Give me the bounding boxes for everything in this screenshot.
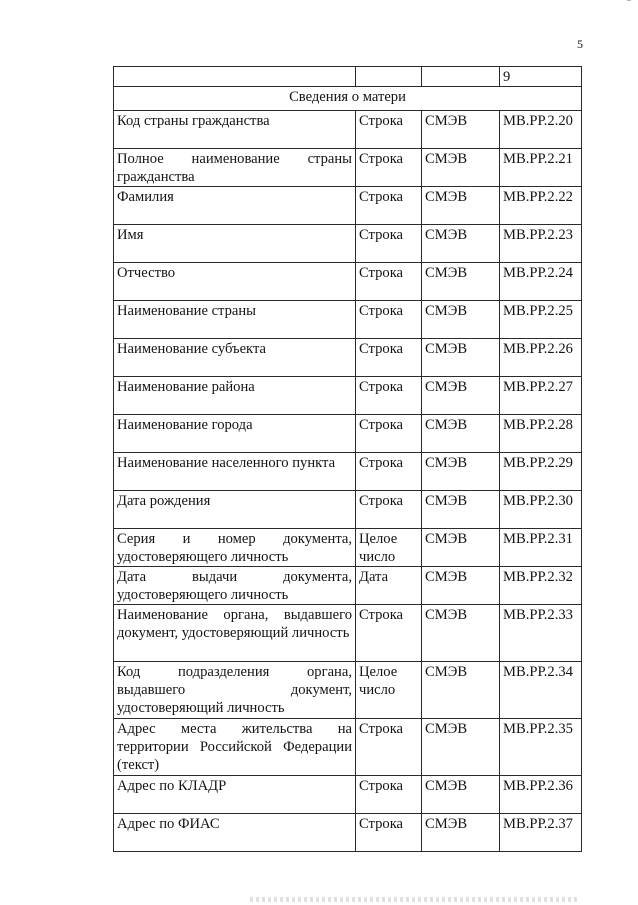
cell-type: Строка bbox=[356, 263, 422, 301]
cell-system: СМЭВ bbox=[422, 605, 500, 662]
table-row bbox=[114, 225, 582, 263]
section-title: Сведения о матери bbox=[114, 87, 582, 111]
cell-code: МВ.РР.2.25 bbox=[500, 301, 582, 339]
cell-type: Строка bbox=[356, 111, 422, 149]
cell-name: Имя bbox=[114, 225, 356, 263]
scan-corner-mark bbox=[627, 0, 631, 5]
cell-system: СМЭВ bbox=[422, 301, 500, 339]
table-row bbox=[114, 453, 582, 491]
table-row bbox=[114, 567, 582, 605]
cell-name: Наименование района bbox=[114, 377, 356, 415]
page-number: 5 bbox=[577, 37, 583, 51]
cell-code: МВ.РР.2.30 bbox=[500, 491, 582, 529]
section-header-row bbox=[114, 87, 582, 111]
cell-code: МВ.РР.2.35 bbox=[500, 719, 582, 776]
table-row bbox=[114, 529, 582, 567]
cell-type: Строка bbox=[356, 415, 422, 453]
cell-type: Строка bbox=[356, 225, 422, 263]
cell-type: Строка bbox=[356, 814, 422, 852]
cell-name: Код подразделения органа, выдавшего документ, удостоверяющий личность bbox=[114, 662, 356, 719]
cell-system: СМЭВ bbox=[422, 225, 500, 263]
cell-type: Целое число bbox=[356, 662, 422, 719]
cell-name: Дата рождения bbox=[114, 491, 356, 529]
scan-artifact bbox=[250, 897, 580, 902]
table-row bbox=[114, 662, 582, 719]
cell-name: Наименование субъекта bbox=[114, 339, 356, 377]
cell-type: Строка bbox=[356, 377, 422, 415]
cell-code: МВ.РР.2.23 bbox=[500, 225, 582, 263]
table-row bbox=[114, 491, 582, 529]
cell-code: МВ.РР.2.31 bbox=[500, 529, 582, 567]
table-row bbox=[114, 719, 582, 776]
table-row bbox=[114, 263, 582, 301]
table-row bbox=[114, 377, 582, 415]
cell-code: МВ.РР.2.24 bbox=[500, 263, 582, 301]
cell-system: СМЭВ bbox=[422, 776, 500, 814]
cell-name: Адрес по КЛАДР bbox=[114, 776, 356, 814]
cell-system: СМЭВ bbox=[422, 339, 500, 377]
cell-type: Целое число bbox=[356, 529, 422, 567]
cell-system: СМЭВ bbox=[422, 453, 500, 491]
table-row-top bbox=[114, 67, 582, 87]
cell-code: МВ.РР.2.27 bbox=[500, 377, 582, 415]
cell-name bbox=[114, 67, 356, 87]
cell-code: МВ.РР.2.28 bbox=[500, 415, 582, 453]
cell-code: МВ.РР.2.26 bbox=[500, 339, 582, 377]
cell-code: МВ.РР.2.34 bbox=[500, 662, 582, 719]
cell-type: Строка bbox=[356, 453, 422, 491]
cell-system: СМЭВ bbox=[422, 529, 500, 567]
cell-type: Строка bbox=[356, 491, 422, 529]
cell-type: Дата bbox=[356, 567, 422, 605]
cell-code: МВ.РР.2.29 bbox=[500, 453, 582, 491]
cell-system: СМЭВ bbox=[422, 149, 500, 187]
table-row bbox=[114, 814, 582, 852]
cell-code: МВ.РР.2.32 bbox=[500, 567, 582, 605]
cell-system: СМЭВ bbox=[422, 187, 500, 225]
requirements-table bbox=[113, 66, 582, 852]
cell-name: Серия и номер документа, удостоверяющего личность bbox=[114, 529, 356, 567]
cell-code: МВ.РР.2.22 bbox=[500, 187, 582, 225]
cell-code: 9 bbox=[500, 67, 582, 87]
cell-name: Наименование страны bbox=[114, 301, 356, 339]
cell-system: СМЭВ bbox=[422, 111, 500, 149]
cell-system: СМЭВ bbox=[422, 491, 500, 529]
cell-code: МВ.РР.2.36 bbox=[500, 776, 582, 814]
cell-name: Наименование населенного пункта bbox=[114, 453, 356, 491]
cell-name: Фамилия bbox=[114, 187, 356, 225]
cell-code: МВ.РР.2.20 bbox=[500, 111, 582, 149]
table-row bbox=[114, 301, 582, 339]
cell-type: Строка bbox=[356, 605, 422, 662]
table-row bbox=[114, 605, 582, 662]
table-row bbox=[114, 339, 582, 377]
cell-type: Строка bbox=[356, 149, 422, 187]
cell-system: СМЭВ bbox=[422, 263, 500, 301]
table-row bbox=[114, 111, 582, 149]
cell-system: СМЭВ bbox=[422, 567, 500, 605]
cell-name: Наименование города bbox=[114, 415, 356, 453]
cell-system: СМЭВ bbox=[422, 814, 500, 852]
table-row bbox=[114, 187, 582, 225]
cell-type bbox=[356, 67, 422, 87]
cell-system: СМЭВ bbox=[422, 415, 500, 453]
table-row bbox=[114, 415, 582, 453]
table-row bbox=[114, 149, 582, 187]
cell-type: Строка bbox=[356, 776, 422, 814]
cell-name: Наименование органа, выдавшего документ, удостоверяющий личность bbox=[114, 605, 356, 662]
cell-system: СМЭВ bbox=[422, 719, 500, 776]
cell-system bbox=[422, 67, 500, 87]
cell-code: МВ.РР.2.33 bbox=[500, 605, 582, 662]
cell-type: Строка bbox=[356, 339, 422, 377]
table-row bbox=[114, 776, 582, 814]
cell-system: СМЭВ bbox=[422, 377, 500, 415]
cell-system: СМЭВ bbox=[422, 662, 500, 719]
cell-name: Код страны гражданства bbox=[114, 111, 356, 149]
cell-type: Строка bbox=[356, 719, 422, 776]
cell-name: Полное наименование страны гражданства bbox=[114, 149, 356, 187]
cell-code: МВ.РР.2.21 bbox=[500, 149, 582, 187]
cell-type: Строка bbox=[356, 301, 422, 339]
cell-type: Строка bbox=[356, 187, 422, 225]
cell-code: МВ.РР.2.37 bbox=[500, 814, 582, 852]
cell-name: Адрес места жительства на территории Российской Федерации (текст) bbox=[114, 719, 356, 776]
cell-name: Адрес по ФИАС bbox=[114, 814, 356, 852]
cell-name: Отчество bbox=[114, 263, 356, 301]
cell-name: Дата выдачи документа, удостоверяющего личность bbox=[114, 567, 356, 605]
